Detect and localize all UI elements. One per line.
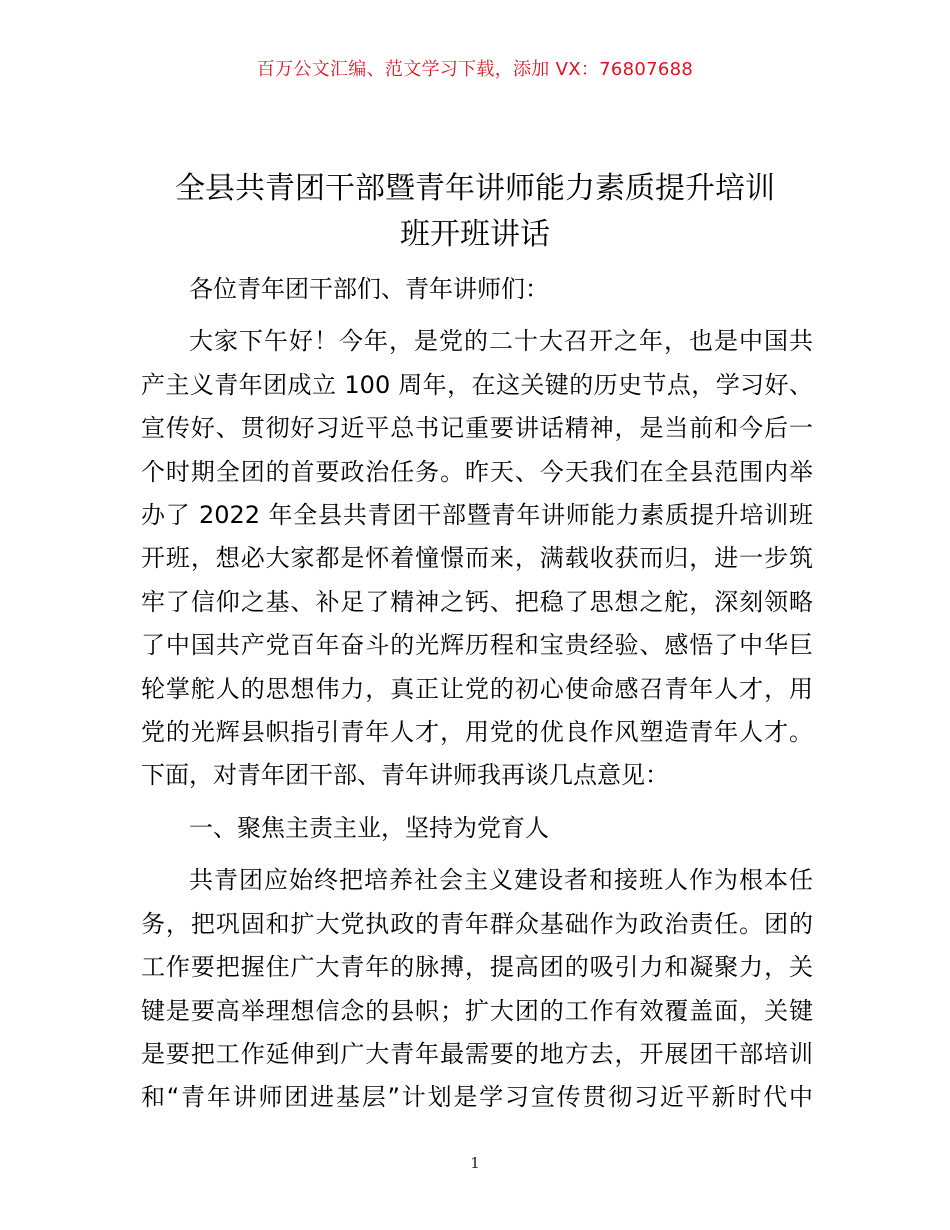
paragraph-line: 了中国共产党百年奋斗的光辉历程和宝贵经验、感悟了中华巨	[141, 631, 813, 660]
paragraph-line: 共青团应始终把培养社会主义建设者和接班人作为根本任	[189, 866, 813, 895]
title-line-2: 班开班讲话	[400, 217, 550, 252]
section-heading-1: 一、聚焦主责主业，坚持为党育人	[189, 813, 549, 842]
paragraph-line: 轮掌舵人的思想伟力，真正让党的初心使命感召青年人才，用	[141, 674, 813, 703]
paragraph-line: 和“青年讲师团进基层”计划是学习宣传贯彻习近平新时代中	[141, 1083, 813, 1112]
paragraph-line: 宣传好、贯彻好习近平总书记重要讲话精神，是当前和今后一	[141, 414, 813, 443]
paragraph-line: 工作要把握住广大青年的脉搏，提高团的吸引力和凝聚力，关	[141, 953, 813, 982]
paragraph-1	[141, 320, 813, 797]
paragraph-line: 个时期全团的首要政治任务。昨天、今天我们在全县范围内举	[141, 457, 813, 486]
salutation: 各位青年团干部们、青年讲师们：	[189, 275, 549, 303]
paragraph-line: 务，把巩固和扩大党执政的青年群众基础作为政治责任。团的	[141, 909, 813, 938]
paragraph-line: 办了 2022 年全县共青团干部暨青年讲师能力素质提升培训班	[141, 501, 813, 530]
paragraph-line: 牢了信仰之基、补足了精神之钙、把稳了思想之舵，深刻领略	[141, 587, 813, 616]
paragraph-line: 是要把工作延伸到广大青年最需要的地方去，开展团干部培训	[141, 1039, 813, 1068]
header-banner: 百万公文汇编、范文学习下载，添加 VX：76807688	[256, 59, 694, 80]
paragraph-line: 党的光辉县帜指引青年人才，用党的优良作风塑造青年人才。	[141, 718, 813, 747]
document-body	[141, 268, 813, 1120]
paragraph-line: 大家下午好！今年，是党的二十大召开之年，也是中国共	[189, 327, 813, 356]
paragraph-line: 下面，对青年团干部、青年讲师我再谈几点意见：	[141, 761, 669, 790]
paragraph-line: 键是要高举理想信念的县帜；扩大团的工作有效覆盖面，关键	[141, 996, 813, 1025]
paragraph-line: 产主义青年团成立 100 周年，在这关键的历史节点，学习好、	[141, 370, 813, 399]
paragraph-line: 开班，想必大家都是怀着憧憬而来，满载收获而归，进一步筑	[141, 544, 813, 573]
title-line-1: 全县共青团干部暨青年讲师能力素质提升培训	[175, 171, 775, 206]
document-title	[0, 166, 950, 258]
page-number: 1	[470, 1154, 480, 1172]
paragraph-2	[141, 859, 813, 1119]
